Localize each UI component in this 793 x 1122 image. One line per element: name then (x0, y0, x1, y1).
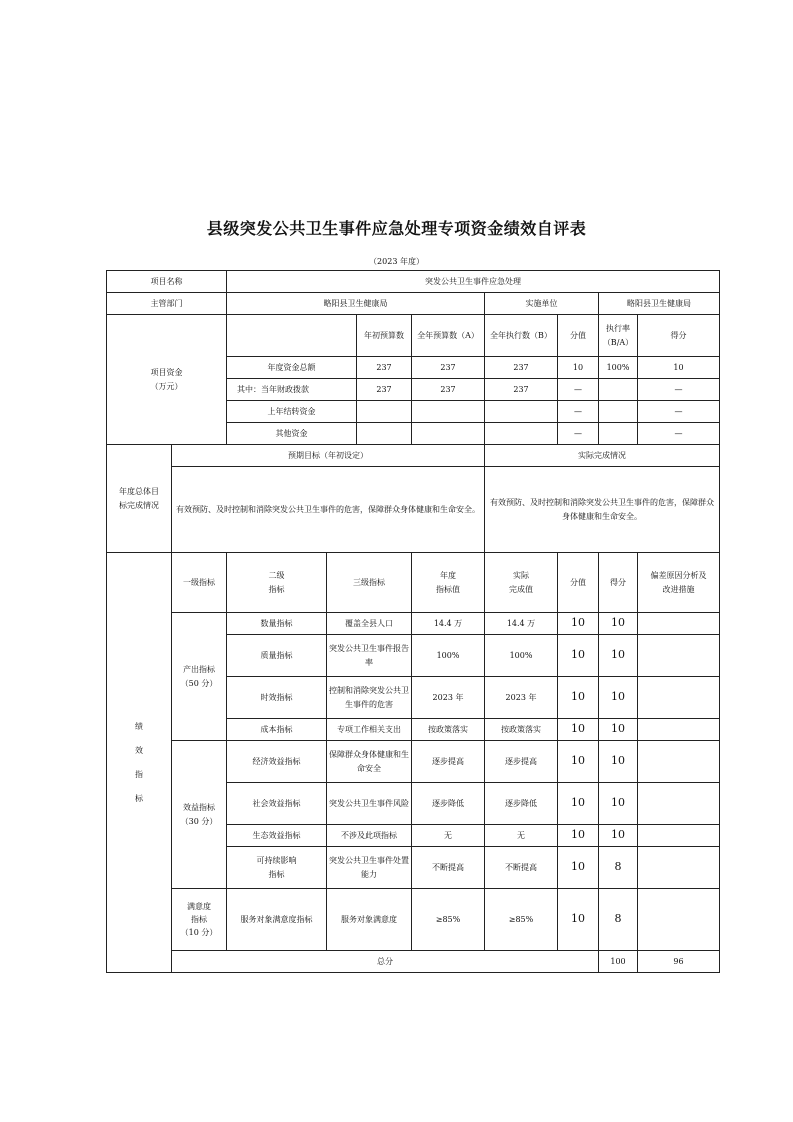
score-cell: 10 (599, 825, 638, 847)
funds-row-score: — (638, 379, 720, 401)
funds-row-rate: 100% (599, 357, 638, 379)
reason-cell (638, 825, 720, 847)
indicator-group-name: 满意度 (187, 901, 211, 911)
target-cell: 按政策落实 (412, 719, 485, 741)
indicators-side-label (107, 553, 172, 973)
indicator-group-name-line2: 指标 (191, 914, 207, 924)
funds-row-executed: 237 (485, 379, 558, 401)
weight-cell: 10 (558, 613, 599, 635)
funds-label (107, 315, 227, 445)
indicator-group-points: （10 分） (180, 928, 218, 938)
indicators-header-row (107, 553, 720, 613)
level2-cell-line2: 指标 (268, 869, 285, 879)
goals-label-line1: 年度总体目 (119, 487, 159, 497)
funds-header-row (107, 315, 720, 357)
actual-cell: 14.4 万 (485, 613, 558, 635)
target-header (412, 553, 485, 613)
funds-row-score: — (638, 401, 720, 423)
level2-header-line1: 二级 (268, 571, 285, 581)
funds-row-weight: 10 (558, 357, 599, 379)
level2-cell: 服务对象满意度指标 (227, 889, 327, 951)
funds-row-initial (357, 423, 412, 445)
reason-cell (638, 677, 720, 719)
project-name-row (107, 271, 720, 293)
weight-cell: 10 (558, 889, 599, 951)
target-cell: 2023 年 (412, 677, 485, 719)
target-header-line2: 指标值 (436, 584, 460, 594)
self-evaluation-table (106, 270, 720, 973)
weight-header: 分值 (558, 315, 599, 357)
indicator-group (172, 889, 227, 951)
funds-row-executed (485, 423, 558, 445)
target-cell: 不断提高 (412, 847, 485, 889)
level2-header-line2: 指标 (268, 584, 285, 594)
reason-header-line2: 改进措施 (662, 584, 695, 594)
score-cell: 10 (599, 613, 638, 635)
total-weight: 100 (599, 951, 638, 973)
indicator-weight-header: 分值 (558, 553, 599, 613)
score-cell: 10 (599, 783, 638, 825)
level3-cell: 保障群众身体健康和生命安全 (327, 741, 412, 783)
target-header-line1: 年度 (440, 571, 456, 581)
score-cell: 10 (599, 635, 638, 677)
weight-cell: 10 (558, 847, 599, 889)
funds-row-label: 其他资金 (227, 423, 357, 445)
goals-label-line2: 标完成情况 (119, 500, 159, 510)
funds-label-line2: （万元） (150, 381, 183, 391)
project-name-value: 突发公共卫生事件应急处理 (227, 271, 720, 293)
score-cell: 8 (599, 847, 638, 889)
indicator-row (107, 741, 720, 783)
level3-header: 三级指标 (327, 553, 412, 613)
execution-rate-header-line2: （B/A） (602, 337, 634, 347)
indicator-group-name: 效益指标 (183, 803, 215, 813)
indicator-row (107, 613, 720, 635)
level3-cell: 不涉及此项指标 (327, 825, 412, 847)
funds-row-score: 10 (638, 357, 720, 379)
actual-completion-header: 实际完成情况 (485, 445, 720, 467)
actual-cell: 不断提高 (485, 847, 558, 889)
actual-header-line2: 完成值 (509, 584, 533, 594)
level2-cell: 数量指标 (227, 613, 327, 635)
actual-cell: ≥85% (485, 889, 558, 951)
total-score: 96 (638, 951, 720, 973)
target-cell: ≥85% (412, 889, 485, 951)
actual-cell: 逐步提高 (485, 741, 558, 783)
target-cell: 逐步提高 (412, 741, 485, 783)
goals-label (107, 445, 172, 553)
level2-header (227, 553, 327, 613)
funds-row-initial: 237 (357, 379, 412, 401)
level3-cell: 服务对象满意度 (327, 889, 412, 951)
level3-cell: 覆盖全县人口 (327, 613, 412, 635)
weight-cell: 10 (558, 719, 599, 741)
level2-cell: 质量指标 (227, 635, 327, 677)
level3-cell: 突发公共卫生事件风险 (327, 783, 412, 825)
funds-row-label: 上年结转资金 (227, 401, 357, 423)
funds-header-blank (227, 315, 357, 357)
total-label: 总分 (172, 951, 599, 973)
reason-cell (638, 741, 720, 783)
reason-cell (638, 847, 720, 889)
funds-row-rate (599, 379, 638, 401)
actual-cell: 无 (485, 825, 558, 847)
funds-row-score: — (638, 423, 720, 445)
execution-rate-header (599, 315, 638, 357)
expected-goal-header: 预期目标（年初设定） (172, 445, 485, 467)
executed-header: 全年执行数（B） (485, 315, 558, 357)
funds-row-initial (357, 401, 412, 423)
funds-row-annual: 237 (412, 357, 485, 379)
side-label-char: 指 (135, 769, 143, 779)
score-cell: 8 (599, 889, 638, 951)
funds-row-executed: 237 (485, 357, 558, 379)
weight-cell: 10 (558, 783, 599, 825)
report-year: （2023 年度） (369, 257, 424, 266)
level2-cell: 社会效益指标 (227, 783, 327, 825)
indicator-row (107, 889, 720, 951)
funds-row-executed (485, 401, 558, 423)
indicator-group (172, 613, 227, 741)
department-row (107, 293, 720, 315)
total-row (107, 951, 720, 973)
actual-cell: 逐步降低 (485, 783, 558, 825)
target-cell: 14.4 万 (412, 613, 485, 635)
reason-header-line1: 偏差原因分析及 (650, 571, 707, 581)
score-cell: 10 (599, 677, 638, 719)
funds-row-label: 其中：当年财政拨款 (227, 379, 357, 401)
target-cell: 逐步降低 (412, 783, 485, 825)
funds-row-weight: — (558, 401, 599, 423)
funds-row-rate (599, 423, 638, 445)
weight-cell: 10 (558, 635, 599, 677)
funds-label-line1: 项目资金 (150, 368, 183, 378)
expected-goal-text: 有效预防、及时控制和消除突发公共卫生事件的危害，保障群众身体健康和生命安全。 (172, 467, 485, 553)
actual-completion-text: 有效预防、及时控制和消除突发公共卫生事件的危害，保障群众身体健康和生命安全。 (485, 467, 720, 553)
target-cell: 100% (412, 635, 485, 677)
funds-row-annual (412, 401, 485, 423)
funds-row-annual (412, 423, 485, 445)
level2-cell: 时效指标 (227, 677, 327, 719)
funds-row-rate (599, 401, 638, 423)
target-cell: 无 (412, 825, 485, 847)
level2-cell: 成本指标 (227, 719, 327, 741)
level3-cell: 突发公共卫生事件处置能力 (327, 847, 412, 889)
level2-cell (227, 847, 327, 889)
score-cell: 10 (599, 741, 638, 783)
indicator-score-header: 得分 (599, 553, 638, 613)
execution-rate-header-line1: 执行率 (606, 324, 630, 334)
page-title: 县级突发公共卫生事件应急处理专项资金绩效自评表 (206, 219, 587, 238)
level2-cell: 经济效益指标 (227, 741, 327, 783)
actual-cell: 100% (485, 635, 558, 677)
funds-row-initial: 237 (357, 357, 412, 379)
funds-row-label: 年度资金总额 (227, 357, 357, 379)
actual-cell: 2023 年 (485, 677, 558, 719)
side-label-char: 绩 (135, 721, 143, 731)
goals-header-row (107, 445, 720, 467)
department-value: 略阳县卫生健康局 (227, 293, 485, 315)
weight-cell: 10 (558, 677, 599, 719)
indicator-group-points: （30 分） (180, 816, 218, 826)
department-label: 主管部门 (107, 293, 227, 315)
level2-cell-line1: 可持续影响 (256, 856, 297, 866)
funds-row-annual: 237 (412, 379, 485, 401)
side-label-char: 效 (135, 745, 143, 755)
score-header: 得分 (638, 315, 720, 357)
reason-cell (638, 613, 720, 635)
side-label-char: 标 (135, 793, 143, 803)
indicator-group-name: 产出指标 (183, 665, 215, 675)
annual-budget-header: 全年预算数（A） (412, 315, 485, 357)
indicator-group (172, 741, 227, 889)
project-name-label: 项目名称 (107, 271, 227, 293)
initial-budget-header: 年初预算数 (357, 315, 412, 357)
actual-header (485, 553, 558, 613)
level3-cell: 控制和消除突发公共卫生事件的危害 (327, 677, 412, 719)
indicator-group-points: （50 分） (180, 678, 218, 688)
reason-cell (638, 783, 720, 825)
funds-row-weight: — (558, 423, 599, 445)
actual-cell: 按政策落实 (485, 719, 558, 741)
level3-cell: 专项工作相关支出 (327, 719, 412, 741)
score-cell: 10 (599, 719, 638, 741)
reason-cell (638, 635, 720, 677)
actual-header-line1: 实际 (513, 571, 529, 581)
reason-cell (638, 719, 720, 741)
implementing-unit-label: 实施单位 (485, 293, 599, 315)
level2-cell: 生态效益指标 (227, 825, 327, 847)
weight-cell: 10 (558, 825, 599, 847)
implementing-unit-value: 略阳县卫生健康局 (599, 293, 720, 315)
weight-cell: 10 (558, 741, 599, 783)
goals-content-row (107, 467, 720, 553)
level1-header: 一级指标 (172, 553, 227, 613)
reason-header (638, 553, 720, 613)
funds-row-weight: — (558, 379, 599, 401)
reason-cell (638, 889, 720, 951)
level3-cell: 突发公共卫生事件报告率 (327, 635, 412, 677)
